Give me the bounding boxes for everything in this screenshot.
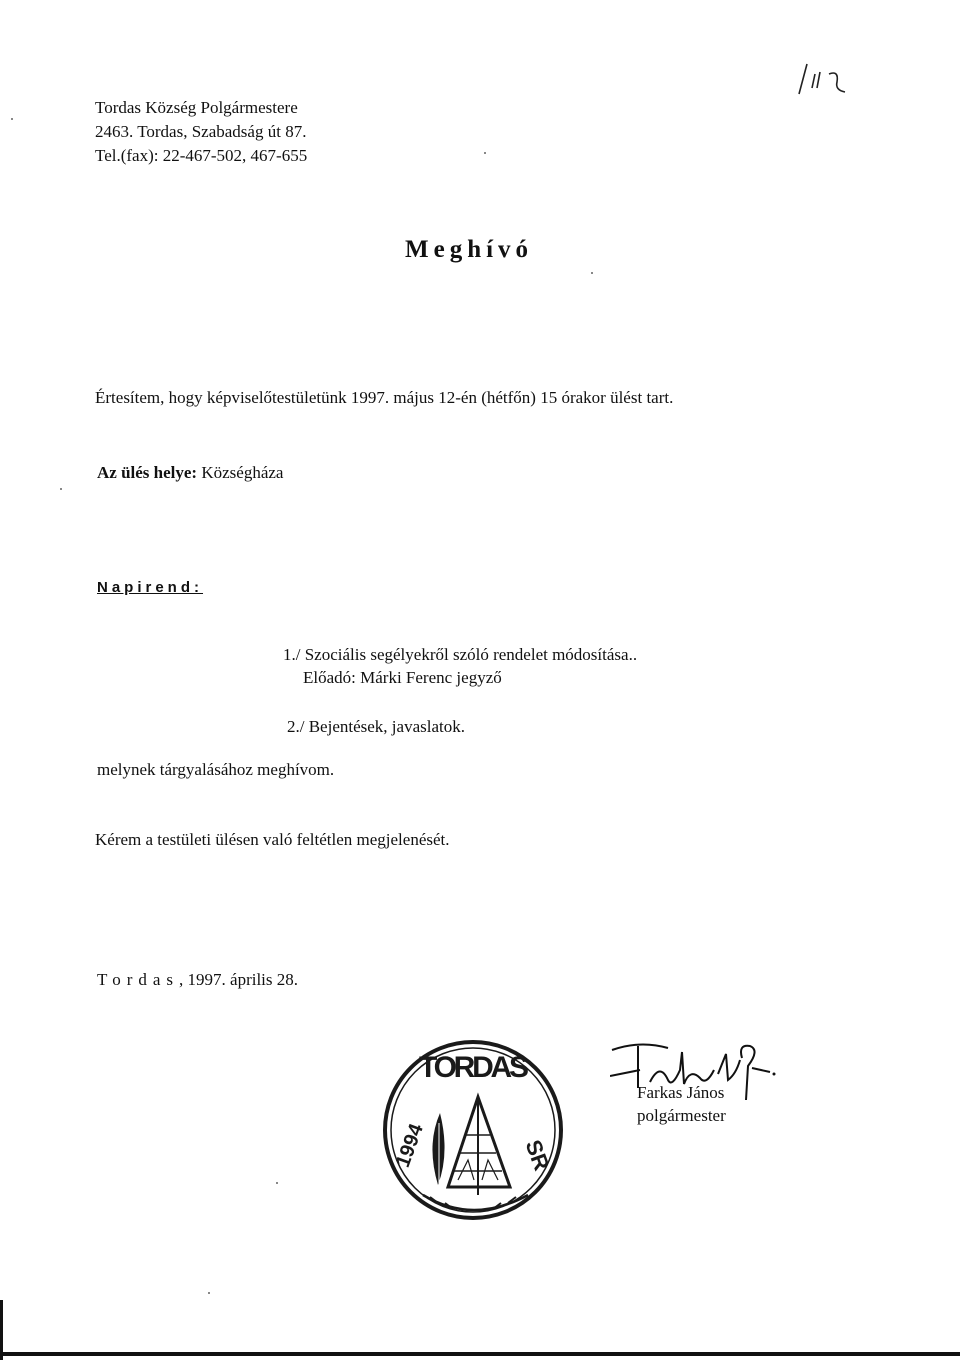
scan-speck [276, 1182, 278, 1184]
seal-side-text: SR [520, 1136, 555, 1174]
handwritten-signature [610, 1040, 780, 1115]
scan-left-edge [0, 1300, 3, 1360]
scan-speck [60, 488, 62, 490]
meeting-venue [97, 463, 283, 483]
scan-speck [208, 1292, 210, 1294]
venue-value: Községháza [201, 463, 284, 482]
agenda-item-2: 2./ Bejentések, javaslatok. [287, 717, 465, 736]
sender-address: 2463. Tordas, Szabadság út 87. [95, 122, 307, 141]
scan-bottom-edge [0, 1352, 960, 1356]
agenda-item-1-presenter: Előadó: Márki Ferenc jegyző [303, 668, 502, 687]
official-seal-stamp [378, 1035, 568, 1225]
agenda-heading: Napirend: [97, 579, 204, 596]
meeting-notice: Értesítem, hogy képviselőtestületünk 1997. május 12-én (hétfőn) 15 órakor ülést tart. [95, 388, 674, 407]
handwritten-page-mark [795, 60, 855, 100]
signatory-role: polgármester [637, 1106, 726, 1125]
scan-speck [484, 152, 486, 154]
sender-phone: Tel.(fax): 22-467-502, 467-655 [95, 146, 308, 165]
attendance-request: Kérem a testületi ülésen való feltétlen megjelenését. [95, 830, 450, 849]
place-name: Tordas [97, 970, 180, 989]
agenda-item-1: 1./ Szociális segélyekről szóló rendelet módosítása.. [283, 645, 638, 664]
scan-speck [11, 118, 13, 120]
seal-year: 1994 [391, 1121, 428, 1171]
sender-name: Tordas Község Polgármestere [95, 98, 298, 117]
venue-label: Az ülés helye: [97, 463, 198, 482]
signatory-name: Farkas János [637, 1083, 725, 1102]
scan-speck [591, 272, 593, 274]
seal-top-text: TORDAS [419, 1051, 529, 1084]
invite-line: melynek tárgyalásához meghívom. [97, 760, 335, 779]
place-date [97, 970, 298, 990]
document-title: Meghívó [405, 236, 534, 263]
issue-date: , 1997. április 28. [179, 970, 299, 989]
